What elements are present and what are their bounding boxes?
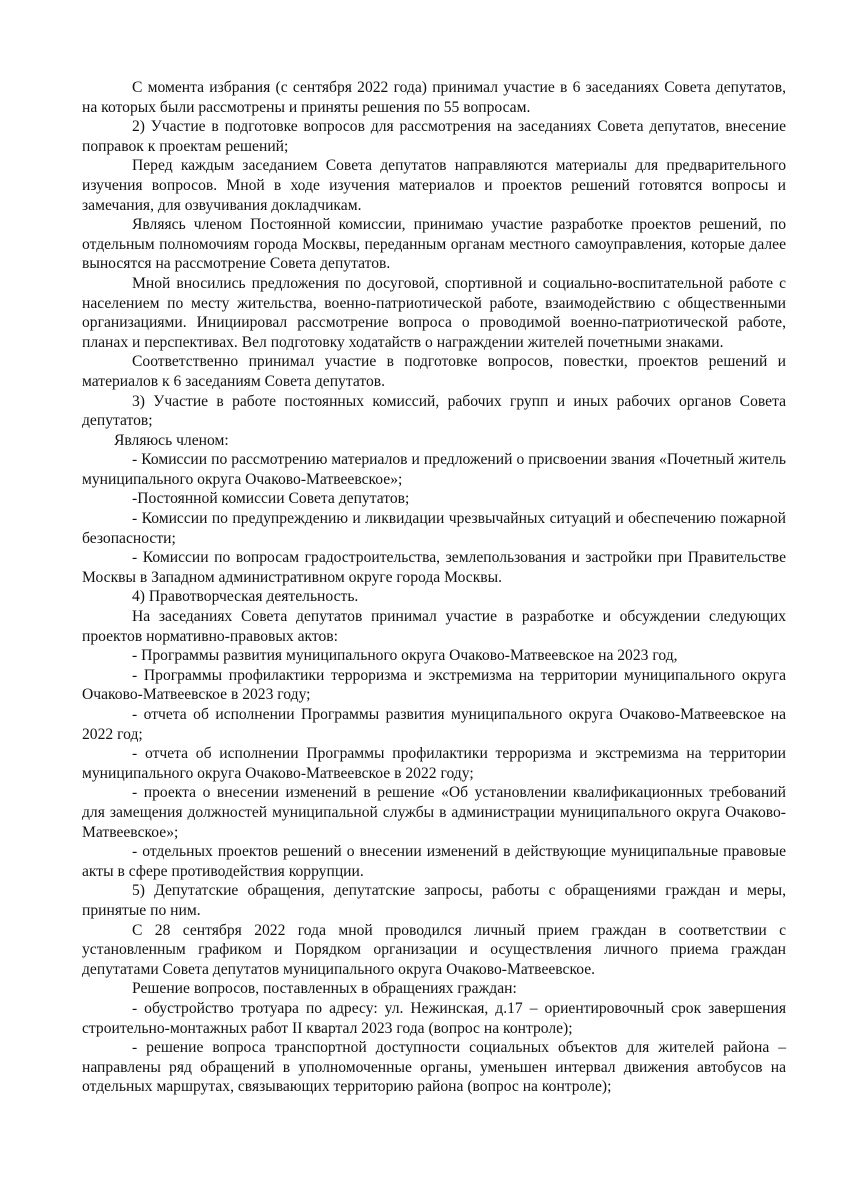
list-item: - Комиссии по предупреждению и ликвидации чрезвычайных ситуаций и обеспечению пожарной безопасности; <box>82 510 786 547</box>
document-page <box>82 78 786 1097</box>
paragraph: 2) Участие в подготовке вопросов для рассмотрения на заседаниях Совета депутатов, внесение поправок к проектам решений; <box>82 118 786 155</box>
paragraph: Перед каждым заседанием Совета депутатов направляются материалы для предварительного изучения вопросов. Мной в ходе изучения материалов и проектов решений готовятся вопросы и замечания, для озвучивания докладчикам. <box>82 157 786 214</box>
list-item: - решение вопроса транспортной доступности социальных объектов для жителей района – направлены ряд обращений в уполномоченные органы, уменьшен интервал движения автобусов на отдельных маршрутах, связывающих территорию района (вопрос на контроле); <box>82 1039 786 1096</box>
list-item: - Программы развития муниципального округа Очаково-Матвеевское на 2023 год, <box>132 647 678 665</box>
list-item: - отчета об исполнении Программы развития муниципального округа Очаково-Матвеевское на 2022 год; <box>82 706 786 743</box>
paragraph: С 28 сентября 2022 года мной проводился личный прием граждан в соответствии с установленным графиком и Порядком организации и осуществления личного приема граждан депутатами Совета депутатов муниципального округа Очаково-Матвеевское. <box>82 921 786 978</box>
list-item: - Комиссии по рассмотрению материалов и предложений о присвоении звания «Почетный житель муниципального округа Очаково-Матвеевское»; <box>82 451 786 488</box>
paragraph: Являюсь членом: <box>114 431 229 449</box>
list-item: - обустройство тротуара по адресу: ул. Нежинская, д.17 – ориентировочный срок завершения строительно-монтажных работ II квартал 2023 года (вопрос на контроле); <box>82 999 786 1037</box>
paragraph: 5) Депутатские обращения, депутатские запросы, работы с обращениями граждан и меры, принятые по ним. <box>82 882 786 919</box>
paragraph: 3) Участие в работе постоянных комиссий, рабочих групп и иных рабочих органов Совета депутатов; <box>82 392 786 430</box>
list-item: - проекта о внесении изменений в решение «Об установлении квалификационных требований для замещения должностей муниципальной службы в администрации муниципального округа Очаково-Матвеевское»; <box>82 784 786 841</box>
paragraph: Являясь членом Постоянной комиссии, принимаю участие разработке проектов решений, по отдельным полномочиям города Москвы, переданным органам местного самоуправления, которые далее выносятся на рассмотрение Совета депутатов. <box>82 216 786 273</box>
paragraph: Мной вносились предложения по досуговой, спортивной и социально-воспитательной работе с населением по месту жительства, военно-патриотической работе, взаимодействию с общественными организациями. Инициировал рассмотрение вопроса о проводимой военно-патриотической работе, планах и перспективах. Вел подготовку ходатайств о награждении жителей почетными знаками. <box>82 274 786 351</box>
paragraph: С момента избрания (с сентября 2022 года) принимал участие в 6 заседаниях Совета депутатов, на которых были рассмотрены и приняты решения по 55 вопросам. <box>82 79 786 116</box>
paragraph: На заседаниях Совета депутатов принимал участие в разработке и обсуждении следующих проектов нормативно-правовых актов: <box>82 608 786 645</box>
paragraph: Соответственно принимал участие в подготовке вопросов, повестки, проектов решений и материалов к 6 заседаниям Совета депутатов. <box>82 353 786 390</box>
list-item: -Постоянной комиссии Совета депутатов; <box>132 490 410 508</box>
list-item: - отдельных проектов решений о внесении изменений в действующие муниципальные правовые акты в сфере противодействия коррупции. <box>82 843 786 880</box>
list-item: - Программы профилактики терроризма и экстремизма на территории муниципального округа Очаково-Матвеевское в 2023 году; <box>82 666 786 704</box>
list-item: - отчета об исполнении Программы профилактики терроризма и экстремизма на территории муниципального округа Очаково-Матвеевское в 2022 году; <box>82 745 786 782</box>
paragraph: Решение вопросов, поставленных в обращениях граждан: <box>132 980 517 998</box>
paragraph: 4) Правотворческая деятельность. <box>132 588 359 606</box>
list-item: - Комиссии по вопросам градостроительства, землепользования и застройки при Правительстве Москвы в Западном административном округе города Москвы. <box>82 549 786 586</box>
